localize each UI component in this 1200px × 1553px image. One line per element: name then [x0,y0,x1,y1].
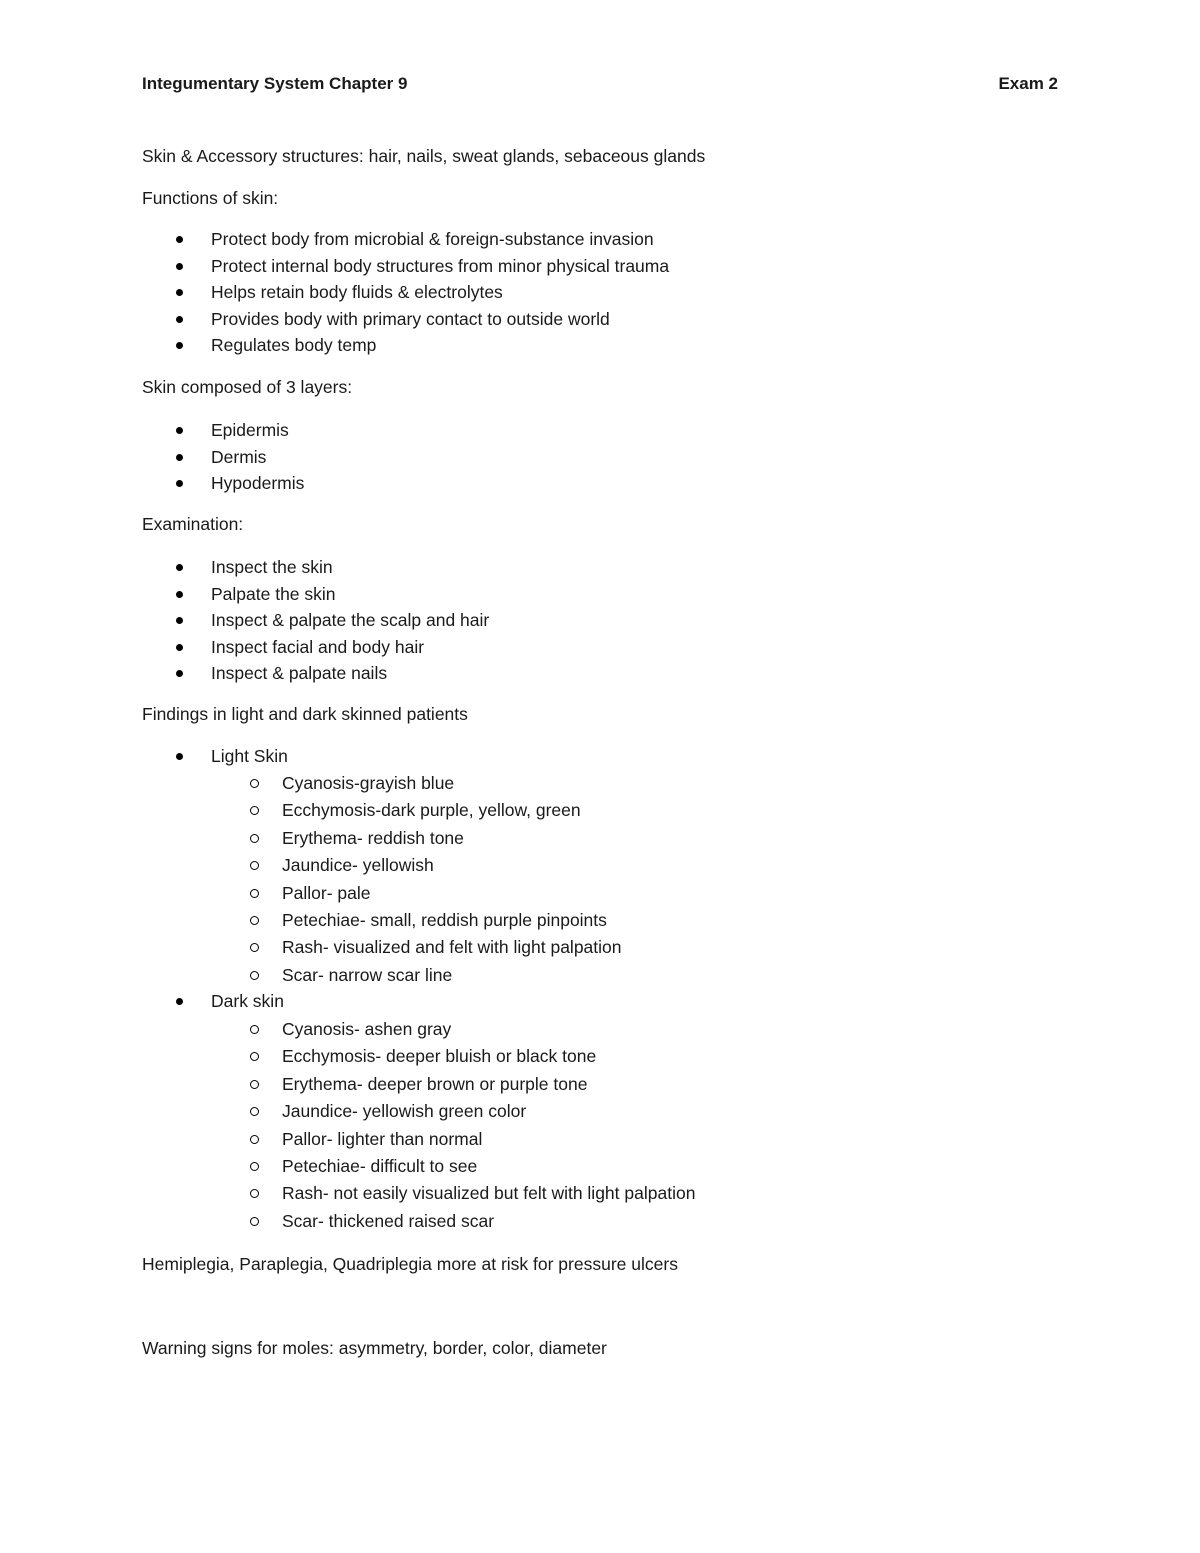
list-item-text: Inspect the skin [211,557,333,577]
layers-heading: Skin composed of 3 layers: [142,377,353,397]
functions-list [142,228,669,361]
list-item [142,636,489,663]
examination-heading: Examination: [142,514,244,534]
sub-list-item [142,1045,695,1072]
bullet-icon [176,263,183,270]
sub-list-item [142,1128,695,1155]
sub-list-item-text: Erythema- reddish tone [282,827,464,848]
sub-list-item [142,1073,695,1100]
sub-list-item-text: Pallor- lighter than normal [282,1128,483,1149]
sub-list-item-text: Cyanosis- ashen gray [282,1019,452,1039]
list-item-text: Helps retain body fluids & electrolytes [211,282,503,303]
bullet-icon [176,427,183,434]
bullet-icon [176,564,183,571]
sub-list-item [142,827,622,854]
bullet-icon [176,236,183,243]
findings-heading: Findings in light and dark skinned patients [142,704,468,724]
sub-list-item [142,1182,695,1209]
list-item-text: Dark skin [211,991,284,1011]
bullet-icon [176,454,183,461]
circle-bullet-icon [250,1189,259,1198]
list-item-text: Inspect facial and body hair [211,636,425,657]
list-item-text: Inspect & palpate nails [211,663,388,684]
list-item [142,308,669,335]
light-skin-group [142,745,288,772]
list-item [142,419,304,446]
sub-list-item-text: Ecchymosis-dark purple, yellow, green [282,800,581,821]
sub-list-item-text: Rash- visualized and felt with light palpation [282,937,622,958]
sub-list-item-text: Scar- narrow scar line [282,964,453,985]
sub-list-item [142,964,622,991]
light-skin-findings [142,772,622,991]
bullet-icon [176,289,183,296]
list-item [142,472,304,499]
bullet-icon [176,998,183,1005]
list-item [142,609,489,636]
circle-bullet-icon [250,889,259,898]
bullet-icon [176,644,183,651]
list-item-text: Light Skin [211,746,288,766]
sub-list-item [142,799,622,826]
circle-bullet-icon [250,1217,259,1226]
sub-list-item-text: Pallor- pale [282,882,371,903]
circle-bullet-icon [250,861,259,870]
sub-list-item [142,772,622,799]
sub-list-item-text: Jaundice- yellowish green color [282,1101,527,1122]
sub-list-item [142,1155,695,1182]
dark-skin-findings [142,1018,695,1237]
list-item-text: Provides body with primary contact to outside world [211,308,610,329]
sub-list-item-text: Ecchymosis- deeper bluish or black tone [282,1046,597,1067]
dark-skin-group [142,990,284,1017]
list-item [142,228,669,255]
list-item-text: Protect internal body structures from minor physical trauma [211,255,670,276]
sub-list-item [142,936,622,963]
list-item [142,583,489,610]
pressure-ulcer-note: Hemiplegia, Paraplegia, Quadriplegia more at risk for pressure ulcers [142,1254,678,1274]
list-item-text: Epidermis [211,420,289,440]
list-item-text: Dermis [211,446,267,467]
sub-list-item [142,1210,695,1237]
exam-label: Exam 2 [998,74,1058,93]
sub-list-item [142,1100,695,1127]
sub-list-item [142,909,622,936]
sub-list-item-text: Petechiae- small, reddish purple pinpoints [282,909,607,930]
bullet-icon [176,617,183,624]
list-item [142,446,304,473]
sub-list-item-text: Cyanosis-grayish blue [282,773,455,793]
circle-bullet-icon [250,971,259,980]
circle-bullet-icon [250,1080,259,1089]
circle-bullet-icon [250,1052,259,1061]
bullet-icon [176,591,183,598]
sub-list-item [142,854,622,881]
list-item [142,334,669,361]
sub-list-item-text: Erythema- deeper brown or purple tone [282,1073,588,1094]
list-item [142,255,669,282]
sub-list-item-text: Jaundice- yellowish [282,855,434,876]
layers-list [142,419,304,499]
sub-list-item [142,882,622,909]
list-item-text: Hypodermis [211,473,305,494]
bullet-icon [176,316,183,323]
circle-bullet-icon [250,1162,259,1171]
list-item [142,556,489,583]
list-item [142,990,284,1017]
functions-heading: Functions of skin: [142,188,279,208]
circle-bullet-icon [250,834,259,843]
list-item-text: Palpate the skin [211,583,336,604]
bullet-icon [176,670,183,677]
circle-bullet-icon [250,1107,259,1116]
bullet-icon [176,480,183,487]
circle-bullet-icon [250,943,259,952]
circle-bullet-icon [250,916,259,925]
circle-bullet-icon [250,1135,259,1144]
list-item-text: Regulates body temp [211,335,377,356]
list-item [142,281,669,308]
page-header [142,74,1058,100]
circle-bullet-icon [250,806,259,815]
intro-line: Skin & Accessory structures: hair, nails, sweat glands, sebaceous glands [142,146,706,166]
list-item-text: Inspect & palpate the scalp and hair [211,610,490,631]
sub-list-item [142,1018,695,1045]
bullet-icon [176,753,183,760]
sub-list-item-text: Petechiae- difficult to see [282,1155,478,1176]
examination-list [142,556,489,689]
list-item-text: Protect body from microbial & foreign-substance invasion [211,229,654,249]
sub-list-item-text: Rash- not easily visualized but felt with light palpation [282,1183,696,1204]
moles-warning-note: Warning signs for moles: asymmetry, border, color, diameter [142,1338,607,1358]
document-title: Integumentary System Chapter 9 [142,74,408,93]
sub-list-item-text: Scar- thickened raised scar [282,1210,495,1231]
circle-bullet-icon [250,1025,259,1034]
list-item [142,662,489,689]
circle-bullet-icon [250,779,259,788]
bullet-icon [176,342,183,349]
list-item [142,745,288,772]
